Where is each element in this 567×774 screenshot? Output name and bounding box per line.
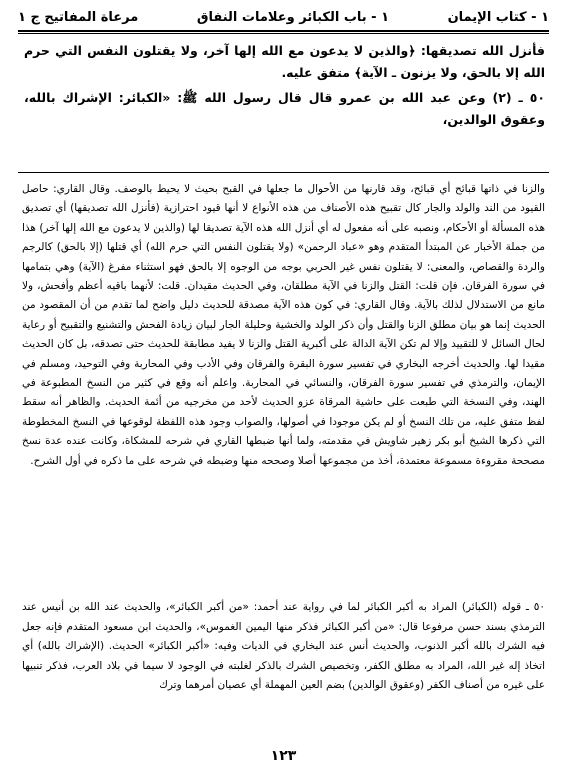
commentary-paragraph: ٥٠ ـ قوله (الكبائر) المراد به أكبر الكبائر لما في رواية عند أحمد: «من أكبر الكبائر»، والحديث عند الله بن أنيس عند الترمذي بسند حسن مرفوعا قال: «من أكبر الكبائر فذكر منها اليمين الغموس»، والحديث ابن مسعود المتقدم فإنه جعل فيه الشرك بالله أكبر الذنوب، والحديث أنس عند البخاري في الديات وفيه: «أكبر الكبائر» الحديث. (الإشراك بالله) أي اتخاذ إله غير الله، المراد به مطلق الكفر، وتخصيص الشرك بالذكر لغلبته في الوجود لا سيما في بلاد العرب، فذكر تنبيها على غيره من أصناف الكفر (وعقوق الوالدين) بضم العين المهملة أي عصيان أمرهما وترك xyxy=(22,601,545,692)
commentary-upper xyxy=(22,180,545,471)
page-number: ١٢٣ xyxy=(270,748,297,764)
section-divider xyxy=(18,172,549,173)
header-section: ١ - باب الكبائر وعلامات النفاق xyxy=(196,9,390,25)
header-rule xyxy=(18,30,549,32)
hadith-paragraph: ٥٠ ـ (٢) وعن عبد الله بن عمرو قال قال رسول الله ﷺ: «الكبائر: الإشراك بالله، وعقوق الوالدين، xyxy=(24,90,545,127)
hadith-text xyxy=(24,40,545,168)
commentary-paragraph: والزنا في ذاتها قبائح أي قبائح، وقد قارنها من الأحوال ما جعلها في القبح بحيث لا يحيط بالوصف. وقال القاري: حاصل القيود من الند والولد والجار كال تقبيح هذه الأصناف من هذه الأنواع لا أنها قيود احترازية (فأنزل الله تصديقها) أي تصديق هذه المسألة أو الأحكام، ونصبه على أنه مفعول له أي أنزل الله هذه الآية تصديقا لها (والذين لا يدعون مع الله إلها آخر) هذا من جملة الأخبار عن المبتدأ المتقدم وهو «عباد الرحمن» (ولا يقتلون النفس التي حرم الله) أي قتلها (إلا بالحق) كالرجم والردة والقصاص، والمعنى: لا يقتلون نفس غير الحربي بوجه من الوجوه إلا بالحق فهو استثناء مفرغ (الآية) وهي بتمامها في سورة الفرقان. فإن قلت: القتل والزنا في الآية مطلقان، وفي الحديث مقيدان. قلت: لأنهما باقيه أعظم وأفحش، ولا مانع من الاستدلال لذلك بالآية. وقال القاري: في كون هذه الآية مصدقة للحديث دليل واضح لما تقدم من أن المقصود من الحديث إنما هو بيان مطلق الزنا والقتل وأن ذكر الولد والخشية وحليلة الجار لبيان زيادة الفحش والتشنيع والتقبيح أو رعاية لحال السائل لا للتقييد وإلا لم تكن الآية الدالة على أكبرية القتل والزنا لا يفيد مطابقة للحديث حتى تصدقه، بل كان الحديث مقيدا لها. والحديث أخرجه البخاري في تفسير سورة البقرة والفرقان وفي الأدب وفي المحاربة وفي التوحيد، ومسلم في الإيمان، والترمذي في تفسير سورة الفرقان، والنسائي في المحاربة. واعلم أنه وقع في كثير من النسخ المطبوعة في الهند، وفي النسخة التي طبعت على حاشية المرقاة عزو الحديث لأحد من مخرجيه من أئمة الحديث. والظاهر أنه سقط لفظ متفق عليه، من تلك النسخ أو لم يكن موجودا في أصولها، والصواب وجود هذه اللفظة لوقوعها في النسخ المخطوطة التي ذكرها الشيخ أبو بكر زهير شاويش في مقدمته، ولما أنها ضبطها القاري في شرحه للمشكاة، وكانت عنده عدة نسخ مصححة مقروءة مسموعة معتمدة، أخذ من مجموعها أصلا وصححه منها وضبطه في شرحه على ما ذكره في أول الشرح. xyxy=(22,183,545,467)
header-chapter: ١ - كتاب الإيمان xyxy=(447,9,549,25)
header-book-title: مرعاة المفاتيح ج ١ xyxy=(18,9,139,25)
hadith-paragraph: فأنزل الله تصديقها: ﴿والذين لا يدعون مع الله إلها آخر، ولا يقتلون النفس التي حرم الله إلا بالحق، ولا يزنون ـ الآية﴾ متفق عليه. xyxy=(24,43,545,80)
running-header xyxy=(18,6,549,28)
commentary-lower xyxy=(22,598,545,696)
header-rule-thin xyxy=(18,33,549,34)
